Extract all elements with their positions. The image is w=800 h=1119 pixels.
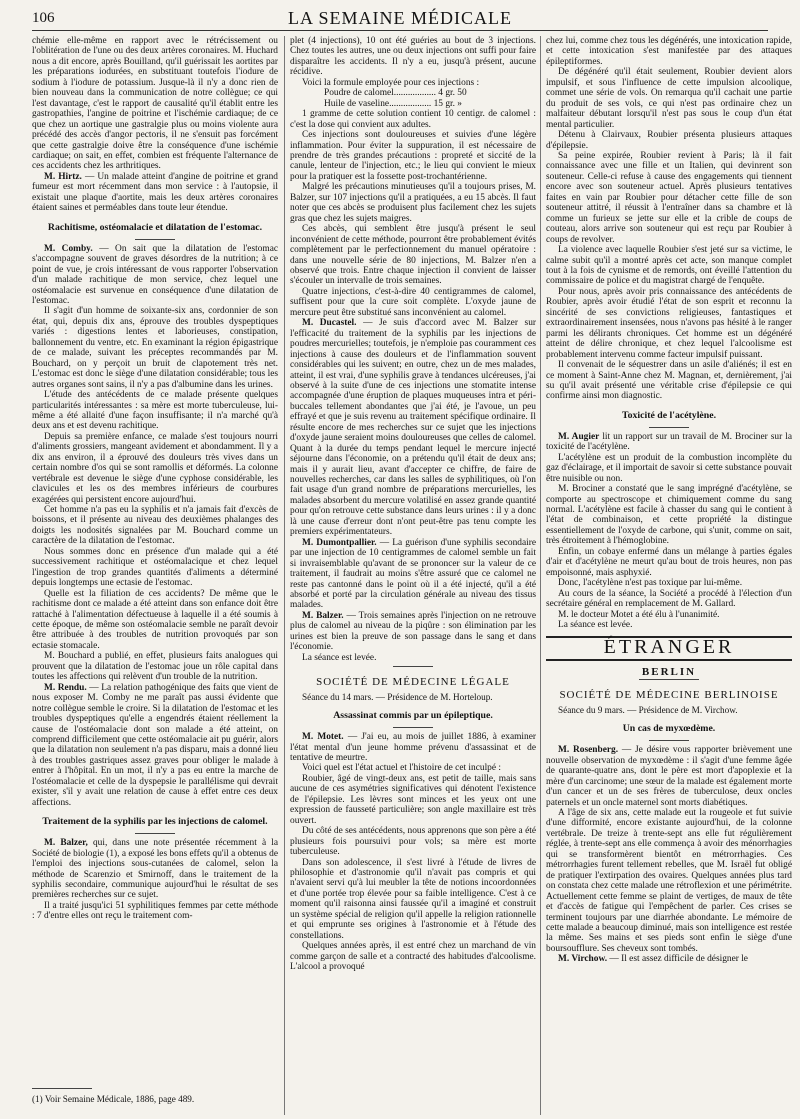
formula-line: Huile de vaseline.................. 15 gr. »	[324, 98, 462, 109]
paragraph: Quelques années après, il est entré chez un marchand de vin comme garçon de salle et a contracté des habitudes d'alcoolisme. L'alcool a provoqué	[290, 941, 536, 973]
header-rule	[32, 30, 768, 31]
paragraph: Ces injections sont douloureuses et suivies d'une légère inflammation. Pour éviter la suppuration, il est nécessaire de prendre de très grandes précautions : propreté et siccité de la canule, lenteur de l'injection, etc.; le lieu qui convient le mieux pour la pratiquer est la fossette post-trochantérienne.	[290, 130, 536, 182]
seance-line: Séance du 9 mars. — Présidence de M. Virchow.	[558, 704, 738, 715]
paragraph: Cet homme n'a pas eu la syphilis et n'a jamais fait d'excès de boissons, et il présente au niveau des deuxièmes phalanges des doigts les nodosités signalées par M. Bouchard comme un caractère de la dilatation de l'estomac.	[32, 505, 278, 547]
paragraph	[290, 318, 536, 538]
speaker-name: M. Comby.	[44, 243, 93, 254]
formula-line: Poudre de calomel.................. 4 gr. 50	[324, 88, 467, 99]
speech-text: lit un rapport sur un travail de M. Brociner sur la toxicité de l'acétylène.	[546, 431, 792, 453]
society-title: SOCIÉTÉ DE MÉDECINE BERLINOISE	[559, 689, 779, 702]
paragraph: Quatre injections, c'est-à-dire 40 centigrammes de calomel, suffisent pour que la cure soit complète. L'oxyde jaune de mercure peut être substitué sans inconvénient au calomel.	[290, 286, 536, 318]
speech-text: — La relation pathogénique des faits que vient de nous exposer M. Comby ne me paraît pas aussi évidente que notre collègue semble le croire. Si la dilatation de l'estomac et les troubles dyspeptiques qu'elle a engendrés étaient réellement la cause de l'ostéomalacie dont son malade a été atteint, on comprend difficilement que cette ostéomalacie ait pu guérir, alors que la dilatation non seulement n'a pas disparu, mais a donné lieu à des troubles gastriques assez graves pour obliger le malade à entrer à l'hôpital. En un mot, il n'y a pas eu entre la marche de l'ostéomalacie et celle de la dyspepsie le parallélisme qui devrait exister, s'il y avait une relation de cause à effet entre ces deux affections.	[32, 682, 278, 808]
section-rule	[135, 833, 175, 834]
city-heading: BERLIN	[641, 665, 697, 678]
footnote: (1) Voir Semaine Médicale, 1886, page 489.	[32, 1094, 195, 1104]
paragraph: Enfin, un cobaye enfermé dans un mélange à parties égales d'air et d'acétylène ne meurt qu'au bout de trois heures, non pas empoisonné, mais asphyxié.	[546, 546, 792, 578]
page-header	[32, 6, 768, 28]
paragraph: Il convenait de le séquestrer dans un asile d'aliénés; il est en ce moment à Saint-Anne chez M. Magnan, et, dernièrement, j'ai su qu'il avait présenté une véritable crise d'épilepsie ce qui confirme ainsi mon diagnostic.	[546, 360, 792, 402]
speech-text: — Un malade atteint d'angine de poitrine et grand fumeur est mort récemment dans mon service : à l'autopsie, il existait une plaque d'aortite, mais les deux artères coronaires étaient saines et perméables dans toute leur étendue.	[32, 171, 278, 214]
paragraph: M. Bouchard a publié, en effet, plusieurs faits analogues qui prouvent que la dilatation de l'estomac joue un rôle capital dans toutes les affections qui relèvent d'un trouble de la nutrition.	[32, 651, 278, 683]
speech-text: — On sait que la dilatation de l'estomac s'accompagne souvent de graves désordres de la nutrition; à ce point de vue, je crois intéressant de vous rapporter l'observation d'un malade rachitique de mon service, chez lequel une ostéomalacie est survenue en conséquence d'une dilatation de l'estomac.	[32, 243, 278, 306]
page-number: 106	[32, 10, 55, 26]
paragraph: chémie elle-même en rapport avec le rétrécissement ou l'oblitération de l'une ou des deux artères coronaires. M. Huchard nous a dit encore, après Bouilland, qu'il guérissait les aortites par les préparations iodurées, en substituant toutefois l'iodure de sodium à l'iodure de potassium. Jusque-là il n'y a donc rien de bien nouveau dans la communication de notre collègue; ce qui l'est davantage, c'est le rapport de causalité qu'il établit entre les gastropathies, l'angine de poitrine et l'ischémie cardiaque; de ce que chez un aortique une gastralgie plus ou moins violente aura précédé des accès d'angor pectoris, il ne s'ensuit pas forcément que cette gastralgie doive être la conséquence d'une ischémie cardiaque; on sait, en effet, combien est fréquente l'alternance de ces accidents chez les arthritiques.	[32, 36, 278, 172]
paragraph: Malgré les précautions minutieuses qu'il a toujours prises, M. Balzer, sur 107 injections qu'il a pratiquées, a eu 15 abcès. Il faut noter que ces abcès se produisent plus facilement chez les sujets gras que chez les sujets maigres.	[290, 182, 536, 224]
paragraph: La séance est levée.	[302, 652, 377, 663]
paragraph: La violence avec laquelle Roubier s'est jeté sur sa victime, le calme subit qu'il a montré après cet acte, son manque complet tout à la fois de cynisme et de remords, ont éveillé l'attention du commissaire de police et du magistrat chargé de l'enquête.	[546, 245, 792, 287]
paragraph: M. le docteur Motet a été élu à l'unanimité.	[558, 609, 720, 620]
paragraph: De dégénéré qu'il était seulement, Roubier devient alors impulsif, et sous l'influence de cette impulsion alcoolique, commet une série de vols. On remarqua qu'il cachait une partie du produit de ses vols, ce qui n'est pas ordinaire chez un malfaiteur débutant lorsqu'il n'est pas sous le coup d'un état mental particulier.	[546, 67, 792, 130]
city-rule	[639, 679, 699, 680]
paragraph: Voici la formule employée pour ces injections :	[302, 77, 480, 88]
speech-text: — Je suis d'accord avec M. Balzer sur l'efficacité du traitement de la syphilis par les injections de poudres mercurielles; toutefois, je n'emploie pas couramment ces injections à cause des douleurs et de l'inflammation souvent considérables qui les suivent; en outre, chez un de mes malades, atteint, il est vrai, d'une syphilis grave à tendances ulcéreuses, j'ai observé à la suite d'une de ces injections une stomatite intense accompagnée d'une éruption de plaques muqueuses intra et péri-buccales tellement abondantes que j'ai été, je l'avoue, un peu effrayé et que je suis revenu au traitement spécifique ordinaire. Il résulte encore de mes recherches sur ce sujet que les injections d'oxyde jaune seraient moins douloureuses que celles de calomel. Quant à la durée du temps pendant lequel le mercure injecté séjourne dans l'économie, on a prétendu qu'il était de deux ans; mais il y aurait lieu, avant d'accepter ce chiffre, de faire de nouvelles recherches, car dans les salles de syphilitiques, où l'on fait usage d'un grand nombre de préparations mercurielles, les malades absorbent du mercure volatilisé en assez grande quantité pour qu'on retrouve cette substance dans leurs urines : il y a donc là une cause d'erreur dont n'ont peut-être pas tenu compte les premiers expérimentateurs.	[290, 318, 536, 538]
paragraph: L'étude des antécédents de ce malade présente quelques particularités intéressantes : sa mère est morte tuberculeuse, lui-même a été allaité d'une façon insuffisante; il n'a marché qu'à deux ans et est devenu rachitique.	[32, 390, 278, 432]
paragraph: chez lui, comme chez tous les dégénérés, une intoxication rapide, et cette intoxication s'est manifestée par des attaques épileptiformes.	[546, 36, 792, 67]
speech-text: — Je désire vous rapporter brièvement une nouvelle observation de myxœdème : il s'agit d'une femme âgée de quarante-quatre ans, dont le père est mort d'apoplexie et la mère d'un carcinome; une sœur de la malade est également morte d'un cancer et un de ses frères de tuberculose, deux oncles paternels et un oncle maternel sont morts diabétiques.	[546, 745, 792, 808]
speaker-name: M. Balzer.	[302, 610, 344, 621]
society-title: SOCIÉTÉ DE MÉDECINE LÉGALE	[316, 676, 510, 689]
column-1	[32, 36, 278, 1116]
speaker-name: M. Rendu.	[44, 682, 87, 693]
speaker-name: M. Balzer,	[44, 838, 88, 849]
paragraph: 1 gramme de cette solution contient 10 centigr. de calomel : c'est la dose qui convient aux adultes.	[290, 109, 536, 130]
paragraph: Du côté de ses antécédents, nous apprenons que son père a été plusieurs fois poursuivi pour vols; sa mère est morte tuberculeuse.	[290, 826, 536, 858]
section-title: Assassinat commis par un épileptique.	[333, 710, 493, 722]
column-divider	[540, 36, 541, 1115]
paragraph: Sa peine expirée, Roubier revient à Paris; là il fait connaissance avec une fille et un Italien, qui devinrent son souteneur. Celle-ci refuse à cause des engagements qui tiennent encore avec son souteneur actuel. Après plusieurs tentatives faites en vain par Roubier pour détacher cette fille de son souteneur attitré, il réussit à l'entraîner dans sa chambre et là comme un furieux se jette sur elle et la crible de coups de couteau, alors arrive son souteneur qui est reçu par Roubier à coups de revolver.	[546, 150, 792, 245]
section-rule	[649, 427, 689, 428]
section-rule	[135, 239, 175, 240]
paragraph: plet (4 injections), 10 ont été guéries au bout de 3 injections. Chez toutes les autres, une ou deux injections ont suffi pour faire disparaître les accidents. Il n'y a eu, jusqu'à présent, aucune récidive.	[290, 36, 536, 78]
paragraph	[546, 954, 792, 964]
speech-text: qui, dans une note présentée récemment à la Société de biologie (1), a exposé les bons effets qu'il a obtenus de l'emploi des injections sous-cutanées de calomel, selon la méthode de Scarenzio et Smirnoff, dans le traitement de la syphilis secondaire, communique aujourd'hui le résultat de ses premières recherches sur ce sujet.	[32, 838, 278, 901]
speaker-name: M. Ducastel.	[302, 318, 357, 329]
section-rule	[393, 727, 433, 728]
speech-text: — Il est assez difficile de désigner le	[609, 954, 748, 965]
section-title: Toxicité de l'acétylène.	[621, 409, 717, 421]
paragraph	[290, 538, 536, 611]
paragraph	[290, 732, 536, 763]
section-title: Traitement de la syphilis par les injections de calomel.	[42, 816, 268, 828]
paragraph: Ces abcès, qui semblent être jusqu'à présent le seul inconvénient de cette méthode, pourront être probablement évités complètement par le perfectionnement du manuel opératoire : dans une nouvelle série de 80 injections, M. Balzer n'en a observé que trois. Entre chaque injection il convient de laisser s'écouler un intervalle de trois semaines.	[290, 224, 536, 287]
paragraph: Dans son adolescence, il s'est livré à l'étude de livres de philosophie et d'astronomie qu'il n'avait pas compris et qui n'avaient servi qu'à lui meubler la tête de notions incoordonnées et d'une portée trop élevée pour sa faible intelligence. C'est à ce moment qu'il raisonna ainsi faussée qu'il a imaginé et construit un système spécial de religion qu'il appelle la religion rationnelle et qui emprunte ses origines à l'astronomie et à l'étude des constellations.	[290, 857, 536, 941]
speaker-name: M. Virchow.	[558, 954, 608, 965]
paragraph: Détenu à Clairvaux, Roubier présenta plusieurs attaques d'épilepsie.	[546, 130, 792, 151]
paragraph	[546, 745, 792, 808]
footnote-rule	[32, 1088, 92, 1089]
paragraph	[32, 683, 278, 808]
section-title: Un cas de myxœdème.	[622, 723, 716, 735]
paragraph: Nous sommes donc en présence d'un malade qui a été successivement rachitique et ostéomalacique et chez lequel l'ingestion de trop grandes quantités d'aliments a déterminé depuis longtemps une ectasie de l'estomac.	[32, 546, 278, 589]
speech-text: — La guérison d'une syphilis secondaire par une injection de 10 centigrammes de calomel semble un fait si invraisemblable qu'avant de se prononcer sur la valeur de ce traitement, il faudrait au moins s'être assuré que ce calomel ne reste pas cantonné dans le point où il a été injecté, qu'il a été absorbé et porté par la circulation générale au niveau des tissus malades.	[290, 537, 536, 611]
speaker-name: M. Dumontpallier.	[302, 537, 377, 548]
paragraph	[546, 432, 792, 453]
speaker-name: M. Augier	[558, 431, 600, 442]
paragraph	[32, 244, 278, 307]
speech-text: — J'ai eu, au mois de juillet 1886, à examiner l'état mental d'un jeune homme prévenu d'assassinat et de tentative de meurtre.	[290, 732, 536, 763]
paragraph: Voici quel est l'état actuel et l'histoire de cet inculpé :	[302, 763, 501, 774]
journal-title: LA SEMAINE MÉDICALE	[288, 8, 512, 28]
paragraph: Pour nous, après avoir pris connaissance des antécédents de Roubier, après avoir étudié l'état de son esprit et reconnu la sincérité de ses convictions religieuses, fantastiques et extraordinairement insensées, nous n'avons pas hésité à le ranger parmi les délirants chroniques. Cet homme est un dégénéré atteint de délire chronique, et chez lequel l'alcoolisme est probablement intervenu comme facteur impulsif puissant.	[546, 286, 792, 360]
banner-rule	[546, 659, 792, 661]
paragraph: La séance est levée.	[558, 620, 633, 631]
paragraph: Donc, l'acétylène n'est pas toxique par lui-même.	[558, 578, 743, 589]
paragraph: Il s'agit d'un homme de soixante-six ans, cordonnier de son état, qui, depuis dix ans, éprouve des troubles dyspeptiques variés : digestions lentes et laborieuses, constipation, ballonnement du ventre, etc. En examinant la région épigastrique de ce malade, suivant les préceptes recommandés par M. Bouchard, on y perçoit un bruit de clapotement très net. L'estomac est donc le siège d'une dilatation considérable; tous les autres organes sont sains, il n'y a pas d'albumine dans les urines.	[32, 306, 278, 390]
seance-line: Séance du 14 mars. — Présidence de M. Horteloup.	[302, 691, 493, 702]
paragraph: Quelle est la filiation de ces accidents? De même que le rachitisme dont ce malade a été atteint dans son enfance doit être rattaché à l'alimentation défectueuse à laquelle il a été soumis à cette époque, de même son ostéomalacie semble ne paraît devoir être attribuée à des troubles de nutrition provoqués par son ectasie stomacale.	[32, 588, 278, 651]
speaker-name: M. Motet.	[302, 732, 344, 743]
paragraph	[290, 611, 536, 653]
section-title: Rachitisme, ostéomalacie et dilatation de l'estomac.	[47, 221, 263, 233]
column-2	[290, 36, 536, 1116]
paragraph: M. Brociner a constaté que le sang imprégné d'acétylène, se comporte au spectroscope et chimiquement comme du sang normal. L'acétylène est facile à chasser du sang qui le contient à l'état de combinaison, et cette propriété la distingue essentiellement de l'oxyde de carbone, qui s'unit, comme on sait, très étroitement à l'hémoglobine.	[546, 484, 792, 547]
speaker-name: M. Hirtz.	[44, 171, 82, 182]
column-divider	[284, 36, 285, 1115]
section-rule	[393, 666, 433, 667]
paragraph: Roubier, âgé de vingt-deux ans, est petit de taille, mais sans aucune de ces asymétries significatives qui dénotent l'existence de l'épilepsie. Les lèvres sont minces et les yeux ont une expression de fausseté particulière; son angle maxillaire est très ouvert.	[290, 773, 536, 826]
paragraph: A l'âge de six ans, cette malade eut la rougeole et fut suivie d'une difformité, encore existante aujourd'hui, de la colonne vertébrale. De treize à trente-sept ans elle fut régulièrement réglée, à trente-sept ans elle commença à avoir des ménorrhagies qui se transformèrent bientôt en métrorrhagies. Ces métrorrhagies furent tellement rebelles, que M. Israël fut obligé de pratiquer l'extirpation des ovaires. Quelques années plus tard on constata chez cette malade une rétroflexion et une périmétrite. Actuellement cette femme se plaint de vertiges, de maux de tête et d'accès de fatigue qui l'empêchent de parler. Ces crises se terminent toujours par une diarrhée abondante. Le mémoire de cette malade a beaucoup diminué, mais son intelligence est restée la même. Ses mains et ses pieds sont enfin le siège d'une boursoufflure. Ses cheveux sont tombés.	[546, 808, 792, 954]
speaker-name: M. Rosenberg.	[558, 745, 619, 756]
paragraph: Depuis sa première enfance, ce malade s'est toujours nourri d'aliments grossiers, mangeant avidement et abondamment. Il y a dix ans environ, il a éprouvé des douleurs très vives dans un certain nombre d'os qui se sont ramollis et déformés. La colonne vertébrale est devenue le siège d'une cyphose considérable, les clavicules et les os des membres inférieurs de courbures exagérées qui persistent encore aujourd'hui.	[32, 431, 278, 505]
paragraph: Il a traité jusqu'ici 51 syphilitiques femmes par cette méthode : 7 d'entre elles ont reçu le traitement com-	[32, 900, 278, 922]
paragraph	[32, 838, 278, 901]
paragraph	[32, 172, 278, 214]
foreign-section-banner: ÉTRANGER	[603, 636, 735, 659]
section-rule	[649, 740, 689, 741]
paragraph: L'acétylène est un produit de la combustion incomplète du gaz d'éclairage, et il importait de savoir si cette substance pouvait être nuisible ou non.	[546, 452, 792, 484]
speech-text: — Trois semaines après l'injection on ne retrouve plus de calomel au niveau de la piqûre : son élimination par les urines est bien la preuve de son passage dans le sang et dans l'économie.	[290, 610, 536, 653]
paragraph: Au cours de la séance, la Société a procédé à l'élection d'un secrétaire général en remplacement de M. Gallard.	[546, 588, 792, 610]
column-3	[546, 36, 792, 1116]
